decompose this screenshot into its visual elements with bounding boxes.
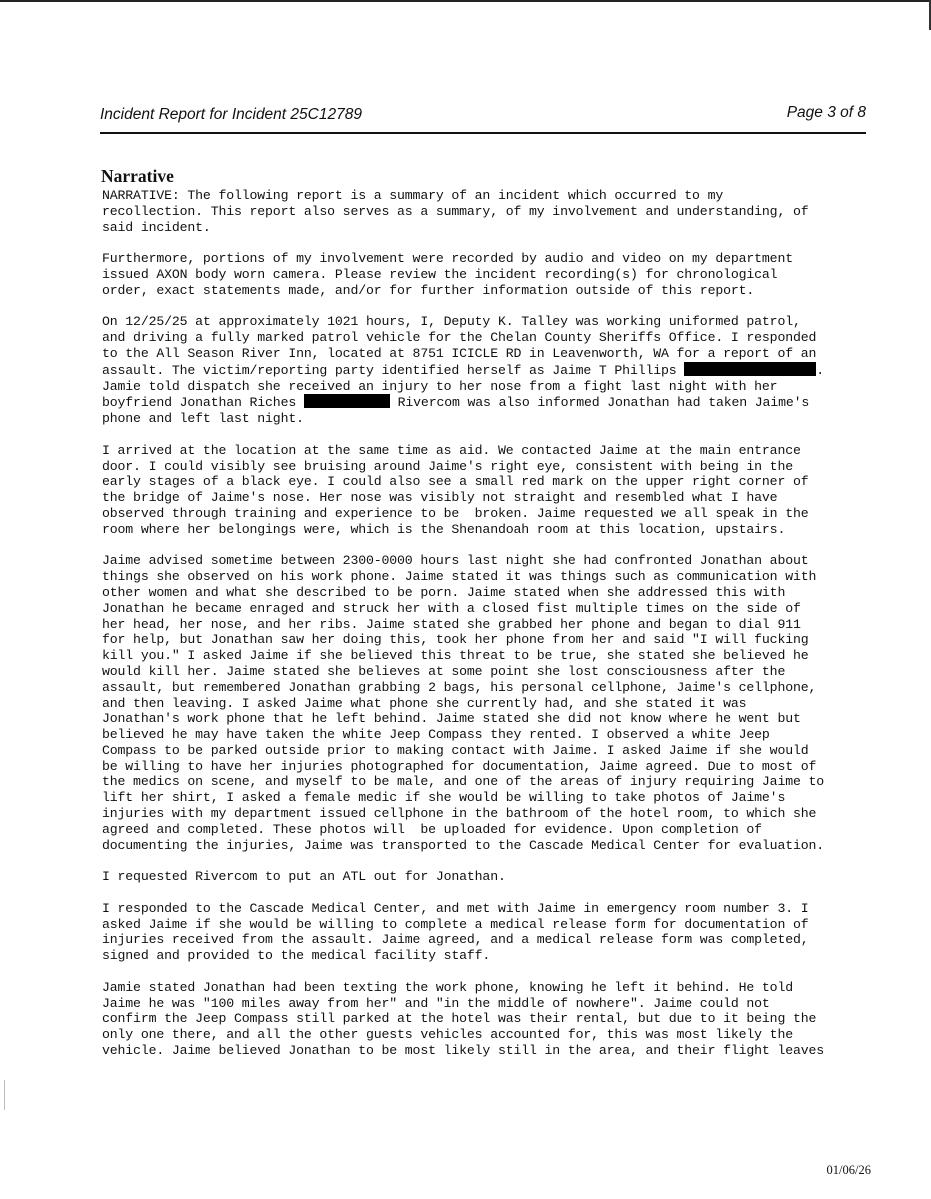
text-line: confirm the Jeep Compass still parked at the hotel was their rental, but due to it being the [102,1011,817,1027]
scan-top-edge [0,0,931,2]
text-line: Jaime advised sometime between 2300-0000 hours last night she had confronted Jonathan about [102,553,809,569]
text-line: phone and left last night. [102,411,304,427]
text-line: early stages of a black eye. I could also see a small red mark on the upper right corner of [102,474,809,490]
text-line: would kill her. Jaime stated she believes at some point she lost consciousness after the [102,663,786,679]
text-line: On 12/25/25 at approximately 1021 hours, I, Deputy K. Talley was working uniformed patrol, [102,314,801,330]
text-line: NARRATIVE: The following report is a summary of an incident which occurred to my [102,188,724,203]
text-line: issued AXON body worn camera. Please review the incident recording(s) for chronological [102,266,778,282]
paragraph [102,188,872,235]
redaction-box [684,362,816,376]
header-rule [100,132,866,134]
text-line: door. I could visibly see bruising around Jaime's right eye, consistent with being in the [102,458,793,474]
text-segment: . [816,362,825,378]
paragraph [102,553,872,853]
text-line: injuries received from the assault. Jaime agreed, and a medical release form was completed, [102,932,809,948]
text-line: and then leaving. I asked Jaime what phone she currently had, and she stated it was [102,695,747,711]
text-line: vehicle. Jaime believed Jonathan to be most likely still in the area, and their flight leaves [102,1043,825,1059]
paragraph [102,443,872,538]
text-line: Furthermore, portions of my involvement were recorded by audio and video on my department [102,251,793,267]
text-line: asked Jaime if she would be willing to complete a medical release form for documentation of [102,916,809,932]
text-line: Compass to be parked outside prior to making contact with Jaime. I asked Jaime if she would [102,742,809,758]
text-line: assault, but remembered Jonathan grabbing 2 bags, his personal cellphone, Jaime's cellphone, [102,679,817,695]
text-line: believed he may have taken the white Jeep Compass they rented. I observed a white Jeep [102,727,770,743]
text-line: only one there, and all the other guests vehicles accounted for, this was most likely the [102,1027,793,1043]
text-line: for help, but Jonathan saw her doing this, took her phone from her and said "I will fucking [102,632,809,648]
footer-date: 01/06/26 [826,1163,871,1177]
text-line: room where her belongings were, which is the Shenandoah room at this location, upstairs. [102,521,786,537]
paragraph [102,314,872,427]
text-line: injuries with my department issued cellphone in the bathroom of the hotel room, to which she [102,806,817,822]
text-line: Jamie stated Jonathan had been texting the work phone, knowing he left it behind. He told [102,979,793,995]
scan-margin-mark [4,1080,5,1110]
page-number: Page 3 of 8 [786,104,866,121]
text-line: observed through training and experience to be broken. Jaime requested we all speak in the [102,505,809,521]
report-title: Incident Report for Incident 25C12789 [100,106,362,123]
text-line: recollection. This report also serves as a summary, of my involvement and understanding, of [102,203,809,219]
text-line: Jonathan's work phone that he left behind. Jaime stated she did not know where he went but [102,711,801,727]
text-line: things she observed on his work phone. Jaime stated it was things such as communication with [102,569,817,585]
text-line [102,362,872,379]
text-line: signed and provided to the medical facility staff. [102,948,491,964]
text-line: Jonathan he became enraged and struck her with a closed fist multiple times on the side of [102,600,801,616]
paragraph [102,980,872,1059]
text-line: to the All Season River Inn, located at 8751 ICICLE RD in Leavenworth, WA for a report of an [102,345,817,361]
text-line: said incident. [102,219,211,235]
text-line: the medics on scene, and myself to be male, and one of the areas of injury requiring Jaime to [102,774,825,790]
text-segment: boyfriend Jonathan Riches [102,395,297,411]
text-line: Jamie told dispatch she received an injury to her nose from a fight last night with her [102,378,778,394]
text-segment: Rivercom was also informed Jonathan had taken Jaime's [389,395,810,411]
text-line: her head, her nose, and her ribs. Jaime stated she grabbed her phone and began to dial 911 [102,616,801,632]
text-line: I requested Rivercom to put an ATL out for Jonathan. [102,869,506,885]
redaction-box [304,394,390,408]
text-line: order, exact statements made, and/or for further information outside of this report. [102,282,755,298]
paragraph [102,251,872,298]
text-line: and driving a fully marked patrol vehicle for the Chelan County Sheriffs Office. I responded [102,330,817,346]
paragraph [102,869,872,885]
text-line: the bridge of Jaime's nose. Her nose was visibly not straight and resembled what I have [102,490,778,506]
text-line: lift her shirt, I asked a female medic if she would be willing to take photos of Jaime's [102,790,786,806]
section-heading: Narrative [101,166,174,186]
text-line: Jaime he was "100 miles away from her" and "in the middle of nowhere". Jaime could not [102,995,770,1011]
report-header [100,104,866,130]
text-segment: assault. The victim/reporting party identified herself as Jaime T Phillips [102,362,677,378]
text-line: agreed and completed. These photos will be uploaded for evidence. Upon completion of [102,821,762,837]
text-line: other women and what she described to be porn. Jaime stated when she addressed this with [102,584,786,600]
paragraph [102,901,872,964]
text-line: documenting the injuries, Jaime was transported to the Cascade Medical Center for evaluation. [102,837,825,853]
text-line: I arrived at the location at the same time as aid. We contacted Jaime at the main entrance [102,442,801,458]
narrative-body [102,188,872,1075]
text-line: kill you." I asked Jaime if she believed this threat to be true, she stated she believed he [102,648,809,664]
text-line [102,394,872,411]
text-line: I responded to the Cascade Medical Center, and met with Jaime in emergency room number 3. I [102,900,809,916]
text-line: be willing to have her injuries photographed for documentation, Jaime agreed. Due to most of [102,758,817,774]
